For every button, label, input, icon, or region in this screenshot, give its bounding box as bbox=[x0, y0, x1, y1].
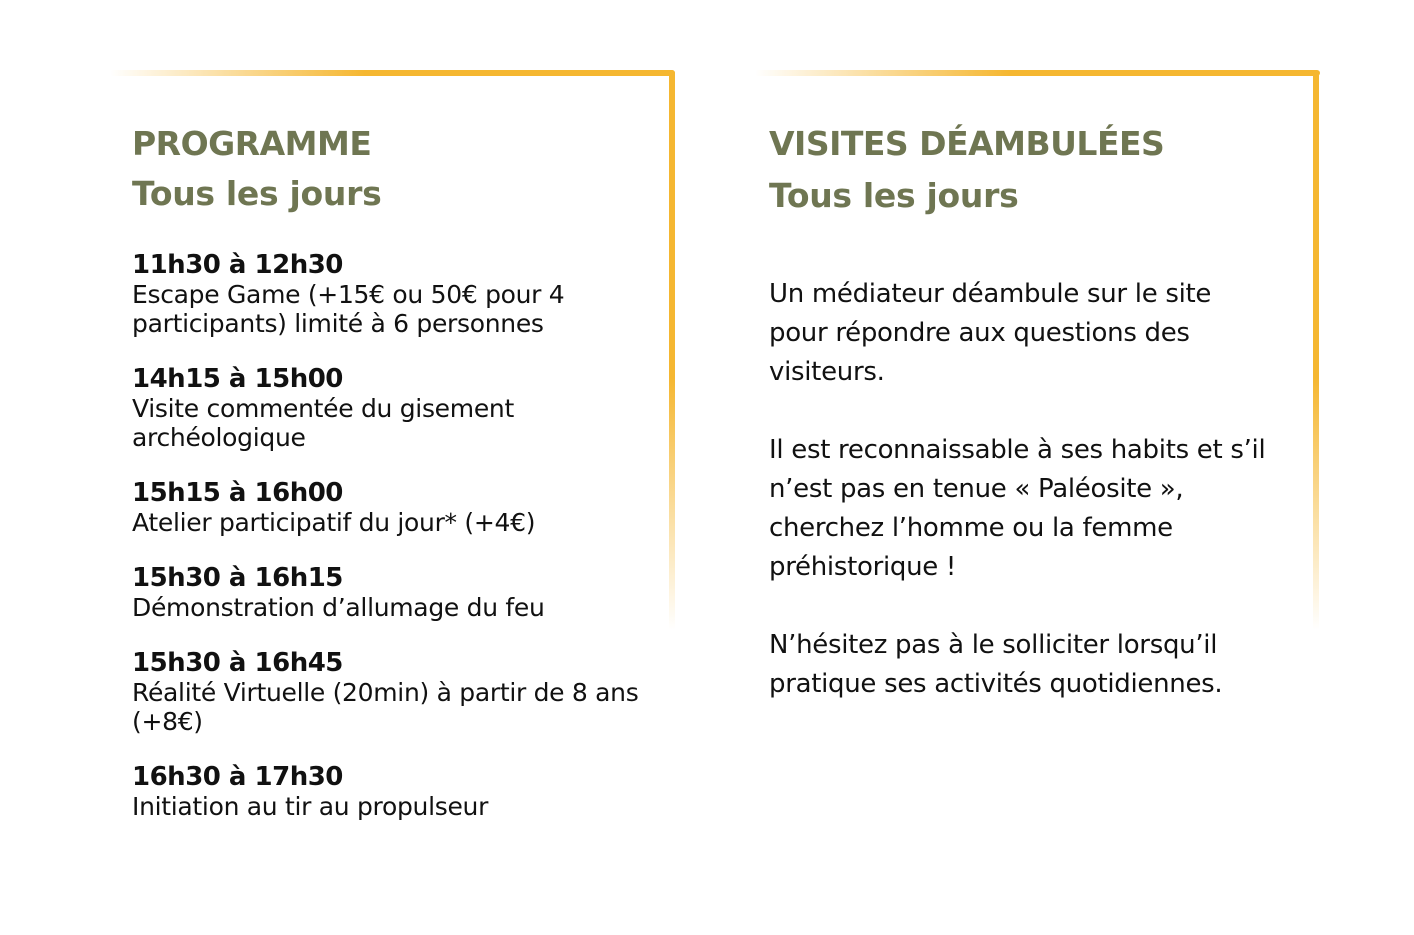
visites-title: VISITES DÉAMBULÉES bbox=[769, 124, 1165, 163]
programme-subtitle: Tous les jours bbox=[132, 174, 382, 213]
programme-title: PROGRAMME bbox=[132, 124, 372, 163]
schedule-time: 15h30 à 16h15 bbox=[132, 563, 343, 593]
visites-body bbox=[769, 275, 1269, 743]
schedule-time: 11h30 à 12h30 bbox=[132, 250, 343, 280]
schedule-description: Démonstration d’allumage du feu bbox=[132, 593, 545, 622]
programme-schedule bbox=[132, 250, 652, 847]
schedule-item bbox=[132, 478, 652, 537]
schedule-time: 16h30 à 17h30 bbox=[132, 762, 343, 792]
schedule-item bbox=[132, 250, 652, 338]
schedule-description: Atelier participatif du jour* (+4€) bbox=[132, 508, 536, 537]
visites-paragraph: Un médiateur déambule sur le site pour répondre aux questions des visiteurs. bbox=[769, 279, 1212, 387]
schedule-item bbox=[132, 563, 652, 622]
visites-paragraph: N’hésitez pas à le solliciter lorsqu’il pratique ses activités quotidiennes. bbox=[769, 630, 1223, 699]
visites-frame-right bbox=[1313, 70, 1319, 630]
schedule-description: Initiation au tir au propulseur bbox=[132, 792, 489, 821]
visites-paragraph: Il est reconnaissable à ses habits et s’il n’est pas en tenue « Paléosite », cherchez l’homme ou la femme préhistorique ! bbox=[769, 435, 1266, 582]
schedule-description: Escape Game (+15€ ou 50€ pour 4 participants) limité à 6 personnes bbox=[132, 280, 565, 338]
schedule-time: 15h30 à 16h45 bbox=[132, 648, 343, 678]
schedule-time: 14h15 à 15h00 bbox=[132, 364, 343, 394]
schedule-item bbox=[132, 762, 652, 821]
visites-subtitle: Tous les jours bbox=[769, 176, 1019, 215]
schedule-item bbox=[132, 364, 652, 452]
schedule-time: 15h15 à 16h00 bbox=[132, 478, 343, 508]
schedule-description: Réalité Virtuelle (20min) à partir de 8 ans (+8€) bbox=[132, 678, 639, 736]
programme-frame-top bbox=[110, 70, 675, 76]
schedule-item bbox=[132, 648, 652, 736]
programme-frame-right bbox=[669, 70, 675, 630]
schedule-description: Visite commentée du gisement archéologique bbox=[132, 394, 514, 452]
visites-frame-top bbox=[755, 70, 1320, 76]
